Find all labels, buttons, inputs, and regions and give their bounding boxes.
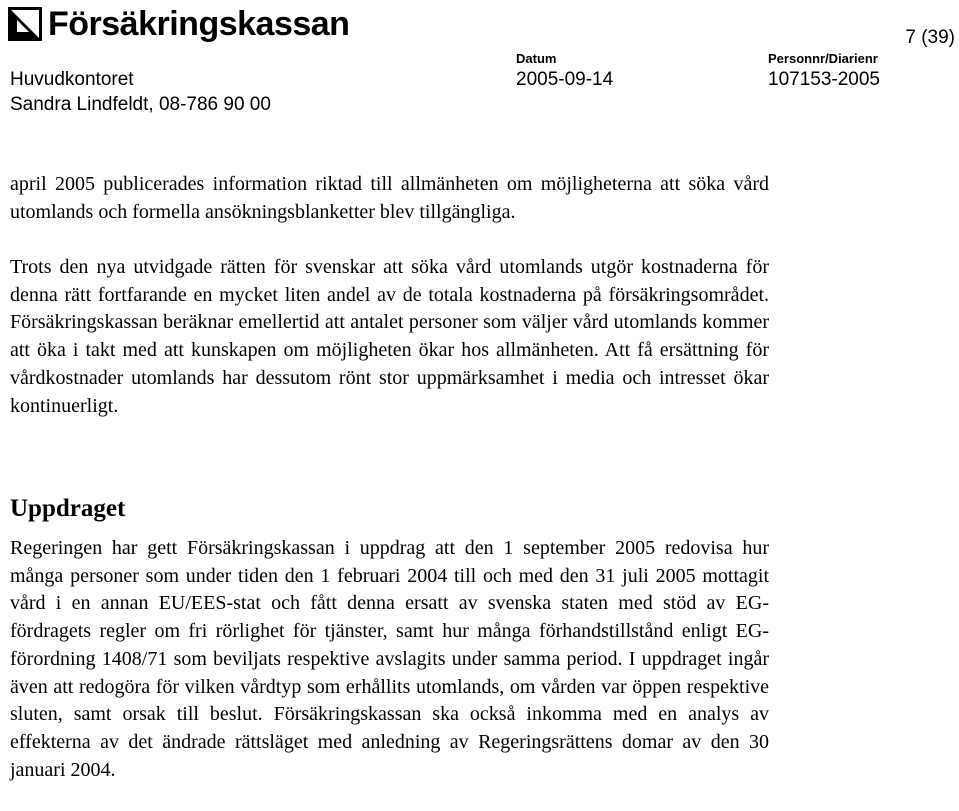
page-number: 7 (39) (905, 27, 955, 48)
intro-paragraph (10, 171, 769, 226)
reference-label: Personnr/Diarienr (768, 51, 878, 66)
reference-value: 107153-2005 (768, 69, 880, 90)
logo-mark-icon (8, 7, 42, 41)
logo-wordmark: Försäkringskassan (48, 5, 350, 43)
contact-info: Sandra Lindfeldt, 08-786 90 00 (10, 94, 271, 115)
section-heading: Uppdraget (10, 495, 126, 522)
date-label: Datum (516, 51, 557, 66)
agency-logo (8, 2, 349, 46)
intro-paragraph-text: april 2005 publicerades information riktad till allmänheten om möjligheterna att söka vård utomlands och formella ansökningsblanketter blev tillgängliga. (10, 173, 769, 223)
date-value: 2005-09-14 (516, 69, 614, 90)
costs-paragraph (10, 254, 769, 420)
assignment-paragraph-text: Regeringen har gett Försäkringskassan i uppdrag att den 1 september 2005 redovisa hur många personer som under tiden den 1 februari 2004 till och med den 31 juli 2005 mottagit vård i en annan EU/EES-stat och fått denna ersatt av svenska staten med stöd av EG-fördragets regler om fri rörlighet för tjänster, samt hur många förhandstillstånd enligt EG-förordning 1408/71 som beviljats respektive avslagits under samma period. I uppdraget ingår även att redogöra för vilken vårdtyp som erhållits utomlands, om vården var öppen respektive sluten, samt orsak till beslut. Försäkringskassan ska också inkomma med en analys av effekterna av det ändrade rättsläget med anledning av Regeringsrättens domar av den 30 januari 2004. (10, 537, 769, 781)
costs-paragraph-text: Trots den nya utvidgade rätten för svenskar att söka vård utomlands utgör kostnaderna för denna rätt fortfarande en mycket liten andel av de totala kostnaderna på försäkringsområdet. Försäkringskassan beräknar emellertid att antalet personer som väljer vård utomlands kommer att öka i takt med att kunskapen om möjligheten ökar hos allmänheten. Att få ersättning för vårdkostnader utomlands har dessutom rönt stor uppmärksamhet i media och intresset ökar kontinuerligt. (10, 256, 769, 417)
assignment-paragraph (10, 535, 769, 784)
department-name: Huvudkontoret (10, 69, 134, 90)
